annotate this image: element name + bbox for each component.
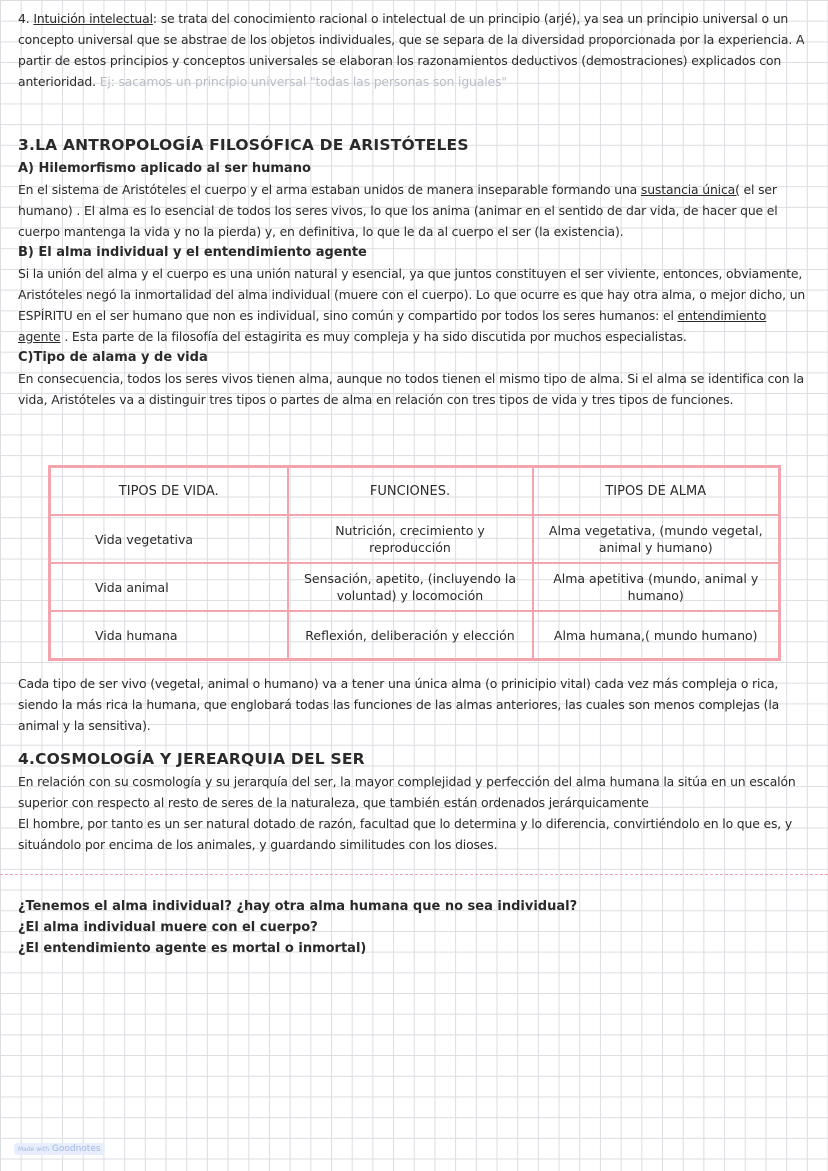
goodnotes-badge bbox=[14, 1143, 105, 1155]
subsection-c-title: C)Tipo de alama y de vida bbox=[18, 350, 208, 365]
subsection-b-title: B) El alma individual y el entendimiento agente bbox=[18, 245, 367, 260]
badge-prefix: Made with bbox=[18, 1146, 49, 1153]
section-4-text-1: En relación con su cosmología y su jerarquía del ser, la mayor complejidad y perfección del alma humana la sitúa en un escalón superior con respecto al resto de seres de la naturaleza, que también están ordenados jerárquicamente bbox=[18, 774, 796, 810]
table-row bbox=[50, 515, 780, 563]
table-cell: Reflexión, deliberación y elección bbox=[288, 611, 533, 660]
badge-brand: Goodnotes bbox=[51, 1144, 101, 1154]
question-item: ¿El entendimiento agente es mortal o inmortal) bbox=[18, 941, 367, 956]
intuicion-paragraph bbox=[18, 8, 808, 92]
section-3-conclusion: Cada tipo de ser vivo (vegetal, animal o humano) va a tener una única alma (o prinicipio vital) cada vez más compleja o rica, siendo la más rica la humana, que englobará todas las funciones de las almas anteriores, las cuales son menos complejas (la animal y la sensitiva). bbox=[18, 676, 780, 733]
table-header-cell: FUNCIONES. bbox=[288, 467, 533, 516]
alma-table bbox=[48, 465, 781, 661]
sustancia-unica: sustancia única( bbox=[640, 182, 740, 197]
table-cell: Vida humana bbox=[50, 611, 288, 660]
table-header-row bbox=[50, 467, 780, 516]
dashed-divider bbox=[0, 874, 828, 875]
section-4-text-2: El hombre, por tanto es un ser natural dotado de razón, facultad que lo determina y lo diferencia, convirtiéndolo en lo que es, y situándolo por encima de los animales, y guardando similitudes con los dioses. bbox=[18, 816, 793, 852]
subsection-a-title: A) Hilemorfismo aplicado al ser humano bbox=[18, 161, 311, 176]
question-item: ¿El alma individual muere con el cuerpo? bbox=[18, 920, 318, 935]
intuicion-text: : se trata del conocimiento racional o intelectual de un principio (arjé), ya sea un principio universal o un concepto universal que se abstrae de los objetos individuales, que se separa de la diversidad proporcionada por la experiencia. A partir de estos principios y conceptos universales se elaboran los razonamientos deductivos (demostraciones) explicados con anterioridad. bbox=[18, 11, 805, 89]
section-3-title: 3.LA ANTROPOLOGÍA FILOSÓFICA DE ARISTÓTELES bbox=[18, 136, 469, 154]
question-item: ¿Tenemos el alma individual? ¿hay otra alma humana que no sea individual? bbox=[18, 899, 578, 914]
intuicion-example: Ej: sacamos un principio universal "todas las personas son iguales" bbox=[95, 74, 507, 89]
table-cell: Alma humana,( mundo humano) bbox=[533, 611, 780, 660]
subsection-c-text: En consecuencia, todos los seres vivos tienen alma, aunque no todos tienen el mismo tipo de alma. Si el alma se identifica con la vida, Aristóteles va a distinguir tres tipos o partes de alma en relación con tres tipos de vida y tres tipos de funciones. bbox=[18, 371, 804, 407]
table-cell: Sensación, apetito, (incluyendo la voluntad) y locomoción bbox=[288, 563, 533, 611]
table-header-cell: TIPOS DE ALMA bbox=[533, 467, 780, 516]
table-cell: Alma apetitiva (mundo, animal y humano) bbox=[533, 563, 780, 611]
subsection-b-text: Si la unión del alma y el cuerpo es una unión natural y esencial, ya que juntos constituyen el ser viviente, entonces, obviamente, Aristóteles negó la inmortalidad del alma individual (muere con el cuerpo). Lo que ocurre es que hay otra alma, o mejor dicho, un ESPÍRITU en el ser humano que non es individual, sino común y compartido por todos los seres humanos: el entendimiento agente . Esta parte de la filosofía del estagirita es muy compleja y ha sido discutida por muchos especialistas. bbox=[18, 266, 806, 344]
alma-table-wrapper bbox=[48, 465, 778, 661]
table-cell: Vida animal bbox=[50, 563, 288, 611]
table-cell: Nutrición, crecimiento y reproducción bbox=[288, 515, 533, 563]
table-cell: Alma vegetativa, (mundo vegetal, animal y humano) bbox=[533, 515, 780, 563]
intuicion-term: Intuición intelectual bbox=[33, 11, 153, 26]
table-header-cell: TIPOS DE VIDA. bbox=[50, 467, 288, 516]
section-4-body bbox=[18, 771, 808, 855]
table-row bbox=[50, 563, 780, 611]
entendimiento-agente: entendimiento agente bbox=[18, 308, 767, 344]
table-row bbox=[50, 611, 780, 660]
item-number: 4. bbox=[18, 11, 30, 26]
table-cell: Vida vegetativa bbox=[50, 515, 288, 563]
questions-list bbox=[18, 896, 577, 959]
section-3-body bbox=[18, 158, 808, 410]
section-4-title: 4.COSMOLOGÍA Y JEREARQUIA DEL SER bbox=[18, 750, 365, 768]
subsection-a-text: En el sistema de Aristóteles el cuerpo y el arma estaban unidos de manera inseparable formando una sustancia única( el ser humano) . El alma es lo esencial de todos los seres vivos, lo que los anima (animar en el sentido de dar vida, de hacer que el cuerpo mantenga la vida y no la pierda) y, en definitiva, lo que le da al cuerpo el ser (la existencia). bbox=[18, 182, 778, 239]
